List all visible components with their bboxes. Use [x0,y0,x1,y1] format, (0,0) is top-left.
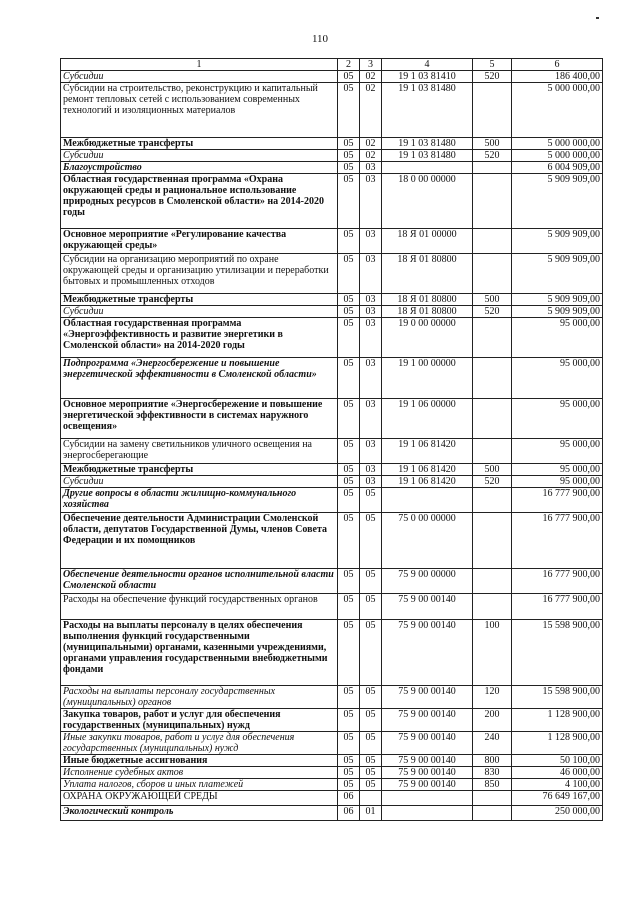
expense-type-cell: 850 [473,779,512,791]
amount-cell: 1 128 900,00 [512,709,603,732]
table-row [61,513,603,569]
row-name-cell: Иные закупки товаров, работ и услуг для обеспечения государственных (муниципальных) нужд [61,732,338,755]
subsection-code-cell: 03 [360,358,382,399]
subsection-code-cell: 05 [360,779,382,791]
subsection-code-cell: 03 [360,306,382,318]
target-article-cell: 75 9 00 00140 [382,755,473,767]
section-code-cell: 05 [338,709,360,732]
target-article-cell: 75 9 00 00000 [382,569,473,594]
expense-type-cell: 520 [473,150,512,162]
section-code-cell: 05 [338,464,360,476]
table-row [61,174,603,229]
amount-cell: 16 777 900,00 [512,513,603,569]
section-code-cell: 05 [338,83,360,138]
table-row [61,620,603,686]
amount-cell: 95 000,00 [512,318,603,358]
amount-cell: 186 400,00 [512,71,603,83]
section-code-cell: 05 [338,488,360,513]
expense-type-cell: 520 [473,476,512,488]
row-name-cell: Экологический контроль [61,806,338,821]
amount-cell: 5 909 909,00 [512,174,603,229]
section-code-cell: 05 [338,229,360,254]
target-article-cell: 19 1 06 81420 [382,439,473,464]
subsection-code-cell: 05 [360,709,382,732]
header-row [61,59,603,71]
expense-type-cell [473,806,512,821]
target-article-cell: 75 9 00 00140 [382,620,473,686]
expense-type-cell [473,174,512,229]
expense-type-cell [473,594,512,620]
subsection-code-cell: 05 [360,620,382,686]
subsection-code-cell: 05 [360,755,382,767]
section-code-cell: 05 [338,755,360,767]
section-code-cell: 05 [338,358,360,399]
expense-type-cell [473,254,512,294]
amount-cell: 95 000,00 [512,464,603,476]
amount-cell: 16 777 900,00 [512,569,603,594]
amount-cell: 16 777 900,00 [512,594,603,620]
section-code-cell: 05 [338,732,360,755]
row-name-cell: Обеспечение деятельности Администрации Смоленской области, депутатов Государственной Думы, членов Совета Федерации и их помощников [61,513,338,569]
expense-type-cell [473,399,512,439]
table-row [61,254,603,294]
table-row [61,83,603,138]
section-code-cell: 05 [338,71,360,83]
target-article-cell: 75 9 00 00140 [382,686,473,709]
expense-type-cell: 500 [473,138,512,150]
table-row [61,767,603,779]
expense-type-cell: 520 [473,71,512,83]
header-cell-3: 3 [360,59,382,71]
row-name-cell: Уплата налогов, сборов и иных платежей [61,779,338,791]
scan-mark [596,17,599,19]
subsection-code-cell: 05 [360,686,382,709]
amount-cell: 15 598 900,00 [512,620,603,686]
page-number: 110 [311,33,329,45]
subsection-code-cell: 03 [360,318,382,358]
expense-type-cell [473,229,512,254]
header-cell-4: 4 [382,59,473,71]
amount-cell: 5 909 909,00 [512,229,603,254]
amount-cell: 95 000,00 [512,476,603,488]
row-name-cell: Исполнение судебных актов [61,767,338,779]
amount-cell: 5 000 000,00 [512,150,603,162]
table-row [61,569,603,594]
expense-type-cell [473,488,512,513]
table-row [61,488,603,513]
row-name-cell: Субсидии на строительство, реконструкцию и капитальный ремонт тепловых сетей с использованием современных технологий и изоляционных материалов [61,83,338,138]
table-row [61,476,603,488]
subsection-code-cell: 05 [360,513,382,569]
section-code-cell: 05 [338,620,360,686]
target-article-cell [382,806,473,821]
section-code-cell: 05 [338,569,360,594]
table-row [61,294,603,306]
expense-type-cell: 240 [473,732,512,755]
section-code-cell: 05 [338,162,360,174]
table-row [61,162,603,174]
section-code-cell: 05 [338,686,360,709]
row-name-cell: Субсидии на замену светильников уличного освещения на энергосберегающие [61,439,338,464]
header-cell-6: 6 [512,59,603,71]
amount-cell: 5 909 909,00 [512,294,603,306]
table-row [61,779,603,791]
row-name-cell: Субсидии на организацию мероприятий по охране окружающей среды и организацию утилизации и переработки бытовых и промышленных отходов [61,254,338,294]
target-article-cell: 18 Я 01 80800 [382,306,473,318]
expense-type-cell: 830 [473,767,512,779]
target-article-cell: 18 Я 01 80800 [382,294,473,306]
section-code-cell: 05 [338,476,360,488]
expense-type-cell [473,162,512,174]
table-row [61,732,603,755]
budget-table [60,58,603,821]
table-row [61,138,603,150]
amount-cell: 4 100,00 [512,779,603,791]
table-row [61,150,603,162]
expense-type-cell [473,358,512,399]
subsection-code-cell: 01 [360,806,382,821]
row-name-cell: Областная государственная программа «Охрана окружающей среды и рациональное использование природных ресурсов в Смоленской области» на 2014-2020 годы [61,174,338,229]
amount-cell: 16 777 900,00 [512,488,603,513]
expense-type-cell [473,513,512,569]
table-row [61,358,603,399]
amount-cell: 95 000,00 [512,439,603,464]
subsection-code-cell: 02 [360,138,382,150]
expense-type-cell [473,791,512,806]
expense-type-cell: 500 [473,294,512,306]
target-article-cell: 75 0 00 00000 [382,513,473,569]
subsection-code-cell: 05 [360,594,382,620]
amount-cell: 95 000,00 [512,358,603,399]
table-row [61,318,603,358]
expense-type-cell [473,318,512,358]
row-name-cell: Межбюджетные трансферты [61,464,338,476]
table-row [61,229,603,254]
expense-type-cell: 800 [473,755,512,767]
table-row [61,709,603,732]
amount-cell: 5 909 909,00 [512,306,603,318]
table-row [61,806,603,821]
subsection-code-cell: 03 [360,162,382,174]
table-row [61,464,603,476]
section-code-cell: 05 [338,399,360,439]
expense-type-cell [473,439,512,464]
section-code-cell: 05 [338,767,360,779]
table-row [61,755,603,767]
subsection-code-cell: 03 [360,174,382,229]
header-cell-2: 2 [338,59,360,71]
row-name-cell: Субсидии [61,306,338,318]
target-article-cell [382,488,473,513]
amount-cell: 6 004 909,00 [512,162,603,174]
subsection-code-cell: 03 [360,294,382,306]
subsection-code-cell: 03 [360,476,382,488]
subsection-code-cell: 05 [360,732,382,755]
table-row [61,439,603,464]
row-name-cell: Основное мероприятие «Энергосбережение и повышение энергетической эффективности в системах наружного освещения» [61,399,338,439]
row-name-cell: Расходы на выплаты персоналу государственных (муниципальных) органов [61,686,338,709]
target-article-cell: 19 1 06 81420 [382,476,473,488]
row-name-cell: Другие вопросы в области жилищно-коммунального хозяйства [61,488,338,513]
table-row [61,594,603,620]
amount-cell: 76 649 167,00 [512,791,603,806]
section-code-cell: 05 [338,138,360,150]
target-article-cell: 19 1 00 00000 [382,358,473,399]
row-name-cell: Субсидии [61,476,338,488]
section-code-cell: 05 [338,306,360,318]
subsection-code-cell: 05 [360,767,382,779]
row-name-cell: ОХРАНА ОКРУЖАЮЩЕЙ СРЕДЫ [61,791,338,806]
row-name-cell: Расходы на выплаты персоналу в целях обеспечения выполнения функций государственными (муниципальными) органами, казенными учреждениями, органами управления государственными внебюджетными фондами [61,620,338,686]
target-article-cell: 18 Я 01 80800 [382,254,473,294]
row-name-cell: Обеспечение деятельности органов исполнительной власти Смоленской области [61,569,338,594]
subsection-code-cell: 03 [360,464,382,476]
target-article-cell: 75 9 00 00140 [382,594,473,620]
expense-type-cell [473,569,512,594]
target-article-cell: 75 9 00 00140 [382,709,473,732]
section-code-cell: 05 [338,779,360,791]
target-article-cell: 18 0 00 00000 [382,174,473,229]
target-article-cell [382,162,473,174]
row-name-cell: Субсидии [61,150,338,162]
subsection-code-cell: 03 [360,254,382,294]
target-article-cell: 19 1 03 81410 [382,71,473,83]
amount-cell: 250 000,00 [512,806,603,821]
expense-type-cell [473,83,512,138]
amount-cell: 5 000 000,00 [512,83,603,138]
amount-cell: 50 100,00 [512,755,603,767]
table-row [61,306,603,318]
budget-table-body [61,59,603,821]
table-row [61,791,603,806]
section-code-cell: 05 [338,150,360,162]
row-name-cell: Основное мероприятие «Регулирование качества окружающей среды» [61,229,338,254]
subsection-code-cell [360,791,382,806]
amount-cell: 95 000,00 [512,399,603,439]
row-name-cell: Подпрограмма «Энергосбережение и повышение энергетической эффективности в Смоленской области» [61,358,338,399]
subsection-code-cell: 02 [360,150,382,162]
target-article-cell: 19 1 06 00000 [382,399,473,439]
target-article-cell: 19 1 03 81480 [382,150,473,162]
section-code-cell: 05 [338,594,360,620]
expense-type-cell: 120 [473,686,512,709]
amount-cell: 15 598 900,00 [512,686,603,709]
row-name-cell: Межбюджетные трансферты [61,294,338,306]
target-article-cell: 19 0 00 00000 [382,318,473,358]
expense-type-cell: 500 [473,464,512,476]
section-code-cell: 05 [338,254,360,294]
row-name-cell: Закупка товаров, работ и услуг для обеспечения государственных (муниципальных) нужд [61,709,338,732]
target-article-cell: 19 1 03 81480 [382,83,473,138]
header-cell-1: 1 [61,59,338,71]
section-code-cell: 05 [338,318,360,358]
amount-cell: 1 128 900,00 [512,732,603,755]
target-article-cell: 75 9 00 00140 [382,732,473,755]
subsection-code-cell: 05 [360,488,382,513]
section-code-cell: 06 [338,806,360,821]
subsection-code-cell: 03 [360,439,382,464]
subsection-code-cell: 03 [360,399,382,439]
section-code-cell: 05 [338,294,360,306]
target-article-cell: 19 1 06 81420 [382,464,473,476]
expense-type-cell: 520 [473,306,512,318]
section-code-cell: 05 [338,513,360,569]
subsection-code-cell: 05 [360,569,382,594]
target-article-cell: 75 9 00 00140 [382,767,473,779]
target-article-cell: 75 9 00 00140 [382,779,473,791]
amount-cell: 46 000,00 [512,767,603,779]
section-code-cell: 05 [338,439,360,464]
subsection-code-cell: 02 [360,71,382,83]
row-name-cell: Областная государственная программа «Энергоэффективность и развитие энергетики в Смоленской области» на 2014-2020 годы [61,318,338,358]
table-row [61,686,603,709]
row-name-cell: Иные бюджетные ассигнования [61,755,338,767]
expense-type-cell: 100 [473,620,512,686]
amount-cell: 5 000 000,00 [512,138,603,150]
table-row [61,399,603,439]
row-name-cell: Межбюджетные трансферты [61,138,338,150]
section-code-cell: 06 [338,791,360,806]
row-name-cell: Расходы на обеспечение функций государственных органов [61,594,338,620]
target-article-cell [382,791,473,806]
amount-cell: 5 909 909,00 [512,254,603,294]
row-name-cell: Субсидии [61,71,338,83]
row-name-cell: Благоустройство [61,162,338,174]
subsection-code-cell: 02 [360,83,382,138]
header-cell-5: 5 [473,59,512,71]
target-article-cell: 19 1 03 81480 [382,138,473,150]
section-code-cell: 05 [338,174,360,229]
subsection-code-cell: 03 [360,229,382,254]
expense-type-cell: 200 [473,709,512,732]
target-article-cell: 18 Я 01 00000 [382,229,473,254]
table-row [61,71,603,83]
